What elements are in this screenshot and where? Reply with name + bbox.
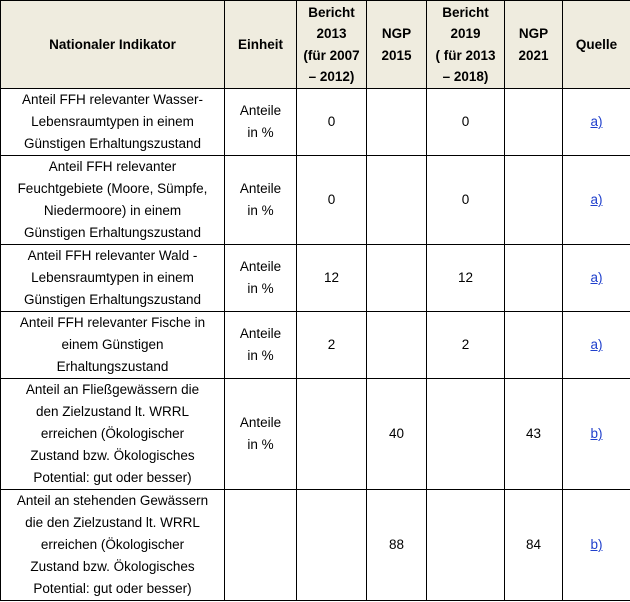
ngp-2021-cell: 43 [505, 379, 563, 490]
ngp-2015-cell [367, 245, 427, 312]
ngp-2021-cell [505, 89, 563, 156]
report-2013-cell: 0 [297, 156, 367, 245]
table-row [1, 379, 630, 490]
source-link[interactable]: a) [590, 337, 603, 352]
table-row [1, 312, 630, 379]
source-cell [563, 312, 630, 379]
header-ngp-2015: NGP 2015 [367, 1, 427, 89]
header-ngp-2021: NGP 2021 [505, 1, 563, 89]
unit-cell: Anteile in % [225, 89, 297, 156]
ngp-2021-cell [505, 312, 563, 379]
ngp-2015-cell [367, 312, 427, 379]
indicator-cell: Anteil FFH relevanter Wald - Lebensraumtypen in einem Günstigen Erhaltungszustand [1, 245, 225, 312]
source-link[interactable]: b) [590, 426, 603, 441]
table-row [1, 156, 630, 245]
header-source: Quelle [563, 1, 630, 89]
header-indicator: Nationaler Indikator [1, 1, 225, 89]
table-row [1, 245, 630, 312]
report-2013-cell: 2 [297, 312, 367, 379]
header-report-2019: Bericht 2019 ( für 2013 – 2018) [427, 1, 505, 89]
report-2019-cell: 0 [427, 89, 505, 156]
source-cell [563, 490, 630, 601]
header-row [1, 1, 630, 89]
ngp-2015-cell [367, 89, 427, 156]
source-cell [563, 245, 630, 312]
report-2013-cell: 0 [297, 89, 367, 156]
report-2013-cell [297, 379, 367, 490]
source-link[interactable]: b) [590, 537, 603, 552]
report-2019-cell [427, 379, 505, 490]
report-2019-cell [427, 490, 505, 601]
ngp-2015-cell [367, 156, 427, 245]
source-cell [563, 89, 630, 156]
header-report-2013: Bericht 2013 (für 2007 – 2012) [297, 1, 367, 89]
unit-cell: Anteile in % [225, 245, 297, 312]
header-unit: Einheit [225, 1, 297, 89]
report-2019-cell: 2 [427, 312, 505, 379]
report-2019-cell: 12 [427, 245, 505, 312]
indicator-cell: Anteil FFH relevanter Fische in einem Günstigen Erhaltungszustand [1, 312, 225, 379]
indicator-cell: Anteil an Fließgewässern die den Zielzustand lt. WRRL erreichen (Ökologischer Zustand bzw. Ökologisches Potential: gut oder besser) [1, 379, 225, 490]
indicator-cell: Anteil an stehenden Gewässern die den Zielzustand lt. WRRL erreichen (Ökologischer Zustand bzw. Ökologisches Potential: gut oder besser) [1, 490, 225, 601]
source-link[interactable]: a) [590, 114, 603, 129]
ngp-2015-cell: 40 [367, 379, 427, 490]
report-2013-cell: 12 [297, 245, 367, 312]
indicator-cell: Anteil FFH relevanter Wasser- Lebensraumtypen in einem Günstigen Erhaltungszustand [1, 89, 225, 156]
ngp-2021-cell [505, 245, 563, 312]
source-cell [563, 156, 630, 245]
ngp-2021-cell: 84 [505, 490, 563, 601]
ngp-2021-cell [505, 156, 563, 245]
indicator-cell: Anteil FFH relevanter Feuchtgebiete (Moore, Sümpfe, Niedermoore) in einem Günstigen Erhaltungszustand [1, 156, 225, 245]
source-link[interactable]: a) [590, 270, 603, 285]
source-link[interactable]: a) [590, 192, 603, 207]
unit-cell: Anteile in % [225, 312, 297, 379]
unit-cell [225, 490, 297, 601]
source-cell [563, 379, 630, 490]
table-row [1, 490, 630, 601]
ngp-2015-cell: 88 [367, 490, 427, 601]
unit-cell: Anteile in % [225, 156, 297, 245]
report-2013-cell [297, 490, 367, 601]
table-row [1, 89, 630, 156]
report-2019-cell: 0 [427, 156, 505, 245]
unit-cell: Anteile in % [225, 379, 297, 490]
